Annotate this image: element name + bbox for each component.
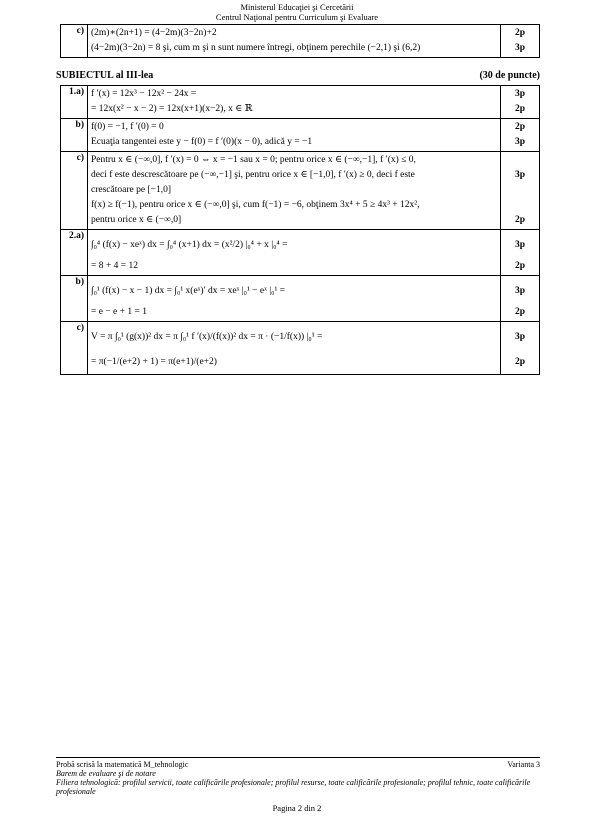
page-number: Pagina 2 din 2	[272, 803, 322, 813]
points-value: 3p	[514, 332, 526, 342]
points-value: 2p	[514, 28, 526, 38]
points-value: 3p	[514, 43, 526, 53]
solution-cell	[88, 119, 501, 152]
solution-line: ∫₀⁴ (f(x) − xeˣ) dx = ∫₀⁴ (x+1) dx = (x²/2) |₀⁴ + x |₀⁴ =	[91, 240, 288, 250]
answer-row	[61, 25, 540, 58]
solution-line: Pentru x ∈ (−∞,0], f ′(x) = 0 ⇔ x = −1 sau x = 0; pentru orice x ∈ (−∞,−1], f ′(x) ≤ 0,	[91, 155, 416, 165]
solution-line: (4−2m)(3−2n) = 8 şi, cum m şi n sunt numere întregi, obţinem perechile (−2,1) şi (6,2)	[91, 43, 421, 53]
points-value: 2p	[514, 122, 526, 132]
item-label: 2.a)	[61, 230, 88, 276]
points-cell	[501, 230, 540, 276]
points-value	[504, 198, 536, 213]
points-cell	[501, 25, 540, 58]
solution-line: f(x) ≥ f(−1), pentru orice x ∈ (−∞,0] şi, cum f(−1) = −6, obţinem 3x⁴ + 5 ≥ 4x³ + 12x²,	[91, 200, 420, 210]
section-heading	[56, 70, 540, 81]
points-value: 2p	[514, 104, 526, 114]
points-value: 3p	[514, 240, 526, 250]
solution-cell	[88, 152, 501, 230]
grading-title: Barem de evaluare şi de notare	[56, 769, 156, 778]
points-value: 2p	[514, 215, 526, 225]
solution-line: crescătoare pe [−1,0]	[91, 185, 171, 195]
points-value: 3p	[514, 286, 526, 296]
center-name: Centrul Naţional pentru Curriculum şi Evaluare	[215, 11, 379, 22]
points-cell	[501, 276, 540, 322]
solution-line: deci f este descrescătoare pe (−∞,−1] şi, pentru orice x ∈ [−1,0], f ′(x) ≥ 0, deci f este	[91, 170, 415, 180]
item-label: c)	[61, 152, 88, 230]
page-footer	[56, 757, 540, 796]
points-cell	[501, 152, 540, 230]
solution-line: Ecuaţia tangentei este y − f(0) = f ′(0)(x − 0), adică y = −1	[91, 137, 313, 147]
answer-row	[61, 230, 540, 276]
answer-row	[61, 322, 540, 375]
solution-line: = e − e + 1 = 1	[91, 307, 147, 317]
item-label: 1.a)	[61, 86, 88, 119]
answer-row	[61, 276, 540, 322]
solution-cell	[88, 230, 501, 276]
item-label: b)	[61, 119, 88, 152]
solution-line: pentru orice x ∈ (−∞,0]	[91, 215, 182, 225]
points-value: 2p	[514, 307, 526, 317]
points-cell	[501, 119, 540, 152]
solution-line: ∫₀¹ (f(x) − x − 1) dx = ∫₀¹ x(eˣ)′ dx = xeˣ |₀¹ − eˣ |₀¹ =	[91, 286, 286, 296]
points-value: 2p	[514, 357, 526, 367]
solution-line: f(0) = −1, f ′(0) = 0	[91, 122, 164, 132]
solution-cell	[88, 322, 501, 375]
solution-line: = π(−1/(e+2) + 1) = π(e+1)/(e+2)	[91, 357, 217, 367]
variant-label: Varianta 3	[507, 760, 540, 769]
document-header	[0, 3, 594, 22]
section-points: (30 de puncte)	[479, 70, 540, 81]
answer-table-top	[60, 24, 540, 58]
profile-description: Filiera tehnologică: profilul servicii, toate calificările profesionale; profilul resurse, toate calificările profesionale; profilul tehnic, toate calificările profesionale	[56, 778, 531, 796]
solution-line: f ′(x) = 12x³ − 12x² − 24x =	[91, 89, 197, 99]
points-value	[504, 153, 536, 168]
item-label: c)	[61, 25, 88, 58]
points-value: 3p	[514, 170, 526, 180]
solution-line: V = π ∫₀¹ (g(x))² dx = π ∫₀¹ f ′(x)/(f(x))² dx = π · (−1/f(x)) |₀¹ =	[91, 332, 323, 342]
item-label: c)	[61, 322, 88, 375]
solution-cell	[88, 276, 501, 322]
answer-row	[61, 86, 540, 119]
item-label: b)	[61, 276, 88, 322]
points-value: 3p	[514, 137, 526, 147]
solution-cell	[88, 86, 501, 119]
answer-row	[61, 119, 540, 152]
points-cell	[501, 86, 540, 119]
solution-line: = 12x(x² − x − 2) = 12x(x+1)(x−2), x ∈ ℝ	[91, 104, 253, 114]
answer-table-main	[60, 85, 540, 375]
solution-line: = 8 + 4 = 12	[91, 261, 138, 271]
answer-row	[61, 152, 540, 230]
section-title: SUBIECTUL al III-lea	[56, 70, 154, 81]
solution-cell	[88, 25, 501, 58]
points-value: 3p	[514, 89, 526, 99]
points-cell	[501, 322, 540, 375]
points-value	[504, 183, 536, 198]
ministry-name: Ministerul Educaţiei şi Cercetării	[240, 2, 354, 12]
exam-title: Probă scrisă la matematică M_tehnologic	[56, 760, 189, 769]
solution-line: (2m)∗(2n+1) = (4−2m)(3−2n)+2	[91, 28, 217, 38]
points-value: 2p	[514, 261, 526, 271]
